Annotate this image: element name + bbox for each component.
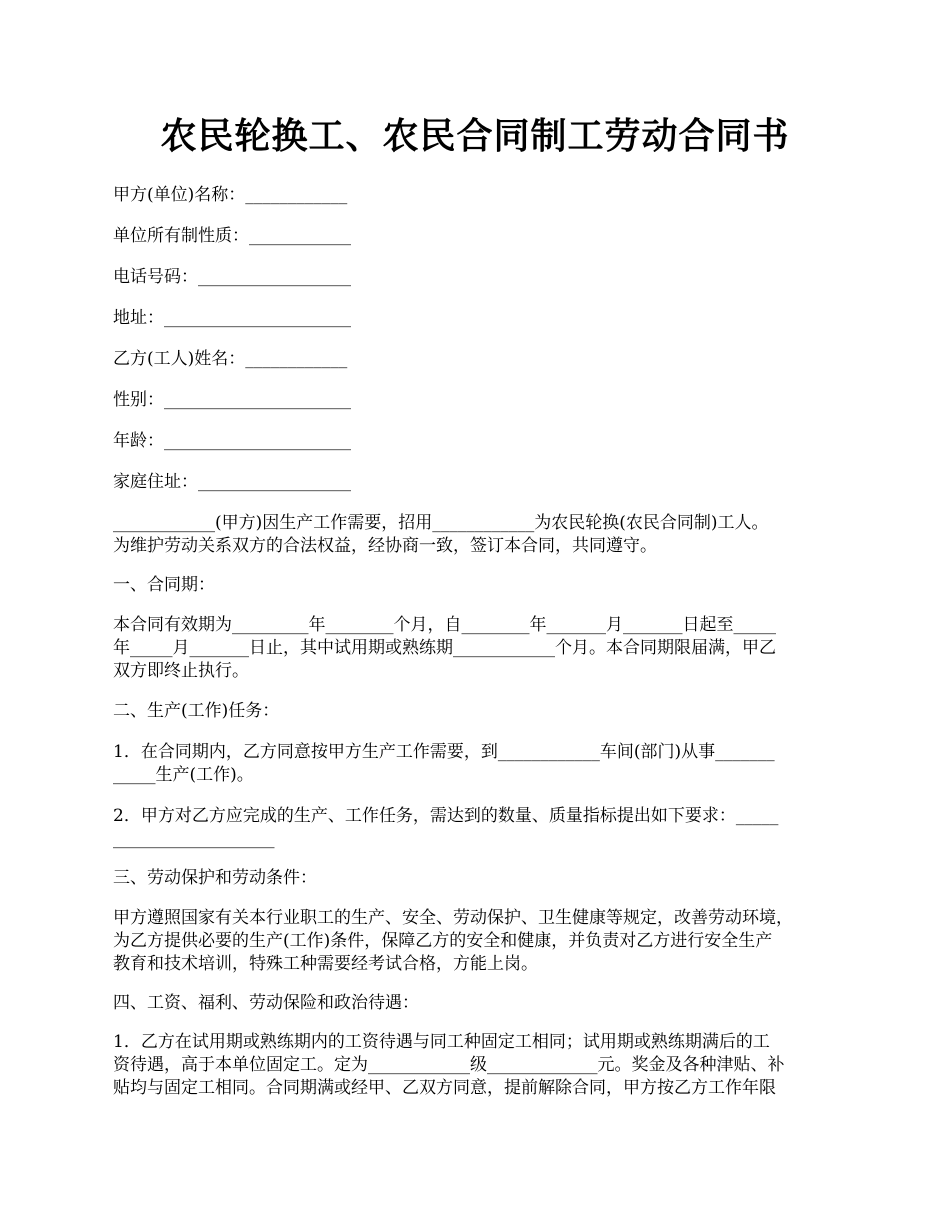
- field-gender: 性别：______________________: [113, 390, 351, 410]
- labor-protection-paragraph: 甲方遵照国家有关本行业职工的生产、安全、劳动保护、卫生健康等规定，改善劳动环境， 为乙方提供必要的生产(工作)条件，保障乙方的安全和健康，并负责对乙方进行安全生产 教育和技术培训，特殊工种需要经考试合格，方能上岗。: [113, 908, 793, 974]
- field-party-b-name: 乙方(工人)姓名：____________: [113, 349, 348, 369]
- section-heading-contract-period: 一、合同期：: [113, 575, 215, 595]
- contract-period-paragraph: 本合同有效期为_________年________个月，自________年_______月_______日起至_____ 年_____月_______日止，其中试用期或熟练期____________个月。本合同期限届满，甲乙 双方即终止执行。: [113, 615, 776, 681]
- field-address: 地址：______________________: [113, 308, 351, 328]
- section-heading-wages-welfare: 四、工资、福利、劳动保险和政治待遇：: [113, 993, 419, 1013]
- field-home-address: 家庭住址：__________________: [113, 472, 351, 492]
- document-title: 农民轮换工、农民合同制工劳动合同书: [160, 115, 790, 157]
- intro-paragraph: ____________(甲方)因生产工作需要，招用____________为农民轮换(农民合同制)工人。 为维护劳动关系双方的合法权益，经协商一致，签订本合同，共同遵守。: [113, 513, 769, 556]
- wages-item-1: 1．乙方在试用期或熟练期内的工资待遇与同工种固定工相同；试用期或熟练期满后的工 资待遇，高于本单位固定工。定为____________级_____________元。奖金及各种津贴、补 贴均与固定工相同。合同期满或经甲、乙双方同意，提前解除合同，甲方按乙方工作年限: [113, 1032, 785, 1098]
- section-heading-labor-protection: 三、劳动保护和劳动条件：: [113, 868, 317, 888]
- field-party-a-name: 甲方(单位)名称：____________: [113, 185, 348, 205]
- section-heading-production-tasks: 二、生产(工作)任务：: [113, 701, 280, 721]
- field-phone: 电话号码：__________________: [113, 267, 351, 287]
- field-ownership-type: 单位所有制性质：____________: [113, 226, 351, 246]
- production-task-item-2: 2．甲方对乙方应完成的生产、工作任务，需达到的数量、质量指标提出如下要求：_____ ___________________: [113, 806, 779, 849]
- production-task-item-1: 1．在合同期内，乙方同意按甲方生产工作需要，到____________车间(部门)从事_______ _____生产(工作)。: [113, 742, 775, 785]
- field-age: 年龄：______________________: [113, 431, 351, 451]
